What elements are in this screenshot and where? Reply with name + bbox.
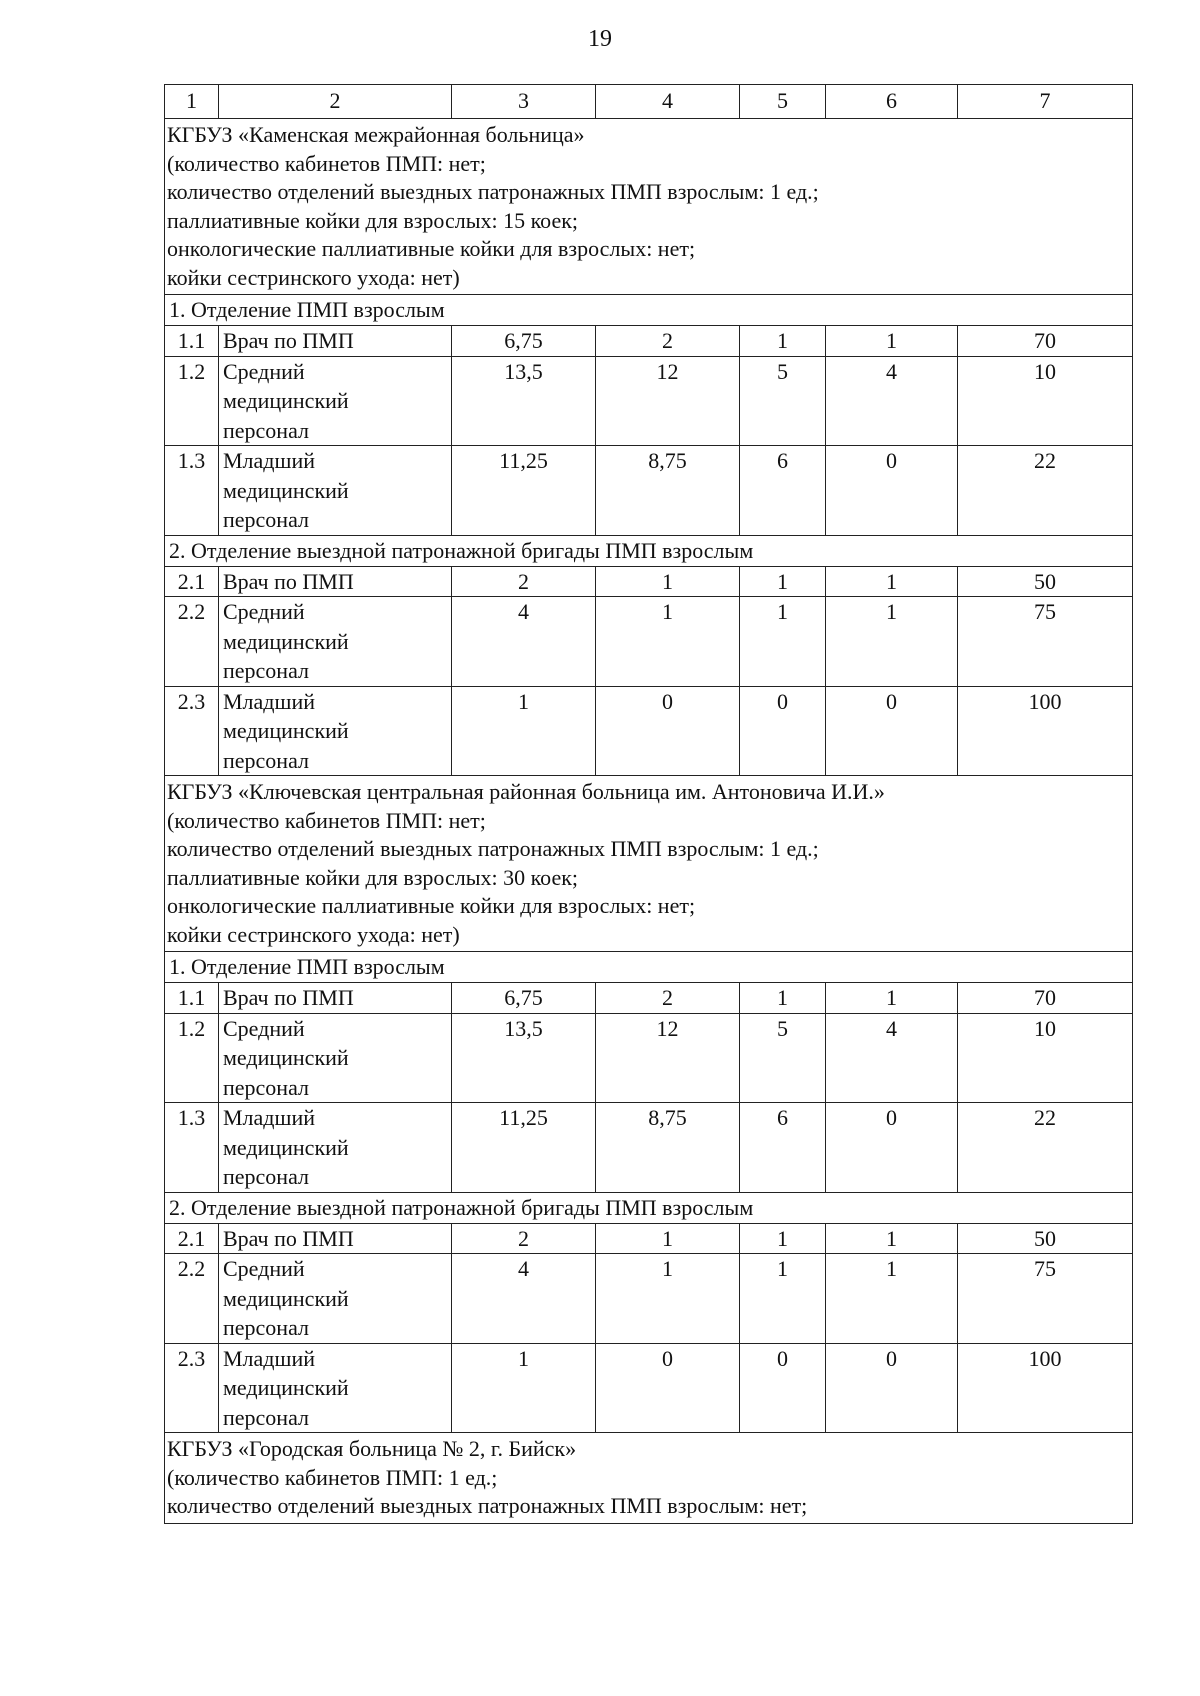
- position-line: Средний: [223, 1015, 305, 1041]
- value-cell-c7: 70: [958, 326, 1133, 357]
- table-row: [165, 1343, 1133, 1433]
- table-row: [165, 1254, 1133, 1344]
- institution-detail-line: количество отделений выездных патронажных ПМП взрослым: 1 ед.;: [167, 836, 819, 861]
- value-cell-c4: 2: [596, 326, 740, 357]
- value-cell-c3: 11,25: [452, 446, 596, 536]
- institution-row: [165, 119, 1133, 295]
- value-cell-c3: 1: [452, 686, 596, 776]
- position-line: Младший: [223, 688, 315, 714]
- position-line: Врач по ПМП: [223, 328, 354, 353]
- value-cell-c3: 1: [452, 1343, 596, 1433]
- table-row: [165, 983, 1133, 1014]
- institution-detail-line: (количество кабинетов ПМП: нет;: [167, 150, 486, 176]
- position-cell: [219, 1254, 452, 1344]
- value-cell-c6: 1: [826, 597, 958, 687]
- position-line: Младший: [223, 1345, 315, 1371]
- value-cell-c7: 75: [958, 1254, 1133, 1344]
- position-line: медицинский: [223, 1285, 349, 1311]
- value-cell-c5: 0: [740, 1343, 826, 1433]
- value-cell-c5: 1: [740, 1254, 826, 1344]
- value-cell-c5: 0: [740, 686, 826, 776]
- institution-detail-line: койки сестринского ухода: нет): [167, 921, 460, 947]
- value-cell-c4: 2: [596, 983, 740, 1014]
- value-cell-c6: 1: [826, 983, 958, 1014]
- value-cell-c7: 22: [958, 1103, 1133, 1193]
- institution-row: [165, 1433, 1133, 1524]
- value-cell-c3: 4: [452, 1254, 596, 1344]
- position-line: персонал: [223, 1074, 310, 1100]
- institution-detail-line: койки сестринского ухода: нет): [167, 264, 460, 290]
- row-number: 2.1: [165, 566, 219, 597]
- position-cell: [219, 686, 452, 776]
- position-line: персонал: [223, 1315, 310, 1340]
- institution-name: КГБУЗ «Каменская межрайонная больница»: [167, 122, 585, 147]
- value-cell-c7: 10: [958, 1013, 1133, 1103]
- position-cell: [219, 356, 452, 446]
- institution-info: [165, 119, 1133, 295]
- value-cell-c5: 1: [740, 597, 826, 687]
- section-row: [165, 952, 1133, 983]
- table-row: [165, 597, 1133, 687]
- value-cell-c6: 4: [826, 356, 958, 446]
- position-cell: [219, 326, 452, 357]
- value-cell-c6: 0: [826, 446, 958, 536]
- position-line: медицинский: [223, 718, 349, 743]
- position-line: Средний: [223, 599, 305, 624]
- value-cell-c7: 22: [958, 446, 1133, 536]
- position-cell: [219, 1223, 452, 1254]
- position-line: Средний: [223, 1256, 305, 1281]
- table-row: [165, 1013, 1133, 1103]
- position-line: медицинский: [223, 628, 349, 654]
- column-number: 7: [958, 85, 1133, 119]
- position-line: Средний: [223, 358, 305, 384]
- section-row: [165, 535, 1133, 566]
- position-line: Врач по ПМП: [223, 985, 354, 1010]
- position-line: медицинский: [223, 1375, 349, 1400]
- value-cell-c5: 5: [740, 356, 826, 446]
- section-title: 1. Отделение ПМП взрослым: [165, 295, 1133, 326]
- staffing-table: [164, 84, 1133, 1524]
- position-cell: [219, 597, 452, 687]
- value-cell-c7: 50: [958, 566, 1133, 597]
- value-cell-c4: 0: [596, 686, 740, 776]
- value-cell-c5: 6: [740, 446, 826, 536]
- position-cell: [219, 566, 452, 597]
- column-number: 3: [452, 85, 596, 119]
- section-row: [165, 1192, 1133, 1223]
- table-row: [165, 326, 1133, 357]
- table-row: [165, 686, 1133, 776]
- value-cell-c4: 12: [596, 1013, 740, 1103]
- position-cell: [219, 983, 452, 1014]
- value-cell-c4: 8,75: [596, 446, 740, 536]
- value-cell-c4: 0: [596, 1343, 740, 1433]
- section-title: 1. Отделение ПМП взрослым: [165, 952, 1133, 983]
- position-line: персонал: [223, 417, 310, 443]
- value-cell-c4: 1: [596, 1254, 740, 1344]
- table-row: [165, 1223, 1133, 1254]
- value-cell-c7: 50: [958, 1223, 1133, 1254]
- section-row: [165, 295, 1133, 326]
- value-cell-c3: 13,5: [452, 356, 596, 446]
- value-cell-c4: 8,75: [596, 1103, 740, 1193]
- row-number: 1.1: [165, 326, 219, 357]
- value-cell-c5: 1: [740, 1223, 826, 1254]
- position-line: медицинский: [223, 388, 349, 413]
- position-line: Врач по ПМП: [223, 568, 354, 594]
- column-number-row: [165, 85, 1133, 119]
- value-cell-c3: 4: [452, 597, 596, 687]
- row-number: 2.3: [165, 686, 219, 776]
- row-number: 2.2: [165, 597, 219, 687]
- value-cell-c3: 6,75: [452, 983, 596, 1014]
- table-row: [165, 1103, 1133, 1193]
- position-line: персонал: [223, 1404, 310, 1430]
- position-line: персонал: [223, 747, 310, 773]
- page-number: 19: [588, 26, 612, 52]
- table-row: [165, 446, 1133, 536]
- section-title: 2. Отделение выездной патронажной бригады ПМП взрослым: [165, 1192, 1133, 1223]
- value-cell-c4: 12: [596, 356, 740, 446]
- value-cell-c5: 1: [740, 983, 826, 1014]
- table-row: [165, 566, 1133, 597]
- position-cell: [219, 1343, 452, 1433]
- value-cell-c7: 70: [958, 983, 1133, 1014]
- value-cell-c4: 1: [596, 597, 740, 687]
- value-cell-c5: 5: [740, 1013, 826, 1103]
- row-number: 1.2: [165, 356, 219, 446]
- value-cell-c6: 1: [826, 566, 958, 597]
- value-cell-c6: 1: [826, 1223, 958, 1254]
- position-line: медицинский: [223, 1045, 349, 1070]
- institution-detail-line: (количество кабинетов ПМП: 1 ед.;: [167, 1464, 498, 1490]
- column-number: 2: [219, 85, 452, 119]
- institution-detail-line: количество отделений выездных патронажных ПМП взрослым: 1 ед.;: [167, 179, 819, 204]
- value-cell-c6: 0: [826, 1103, 958, 1193]
- table-row: [165, 356, 1133, 446]
- value-cell-c6: 1: [826, 1254, 958, 1344]
- value-cell-c5: 6: [740, 1103, 826, 1193]
- value-cell-c7: 75: [958, 597, 1133, 687]
- section-title: 2. Отделение выездной патронажной бригады ПМП взрослым: [165, 535, 1133, 566]
- institution-detail-line: онкологические паллиативные койки для взрослых: нет;: [167, 236, 696, 261]
- position-line: медицинский: [223, 1134, 349, 1160]
- institution-info: [165, 776, 1133, 952]
- row-number: 1.3: [165, 446, 219, 536]
- row-number: 1.3: [165, 1103, 219, 1193]
- position-cell: [219, 446, 452, 536]
- position-line: Младший: [223, 1105, 315, 1130]
- value-cell-c4: 1: [596, 566, 740, 597]
- value-cell-c3: 13,5: [452, 1013, 596, 1103]
- column-number: 5: [740, 85, 826, 119]
- position-line: Врач по ПМП: [223, 1225, 354, 1251]
- column-number: 4: [596, 85, 740, 119]
- value-cell-c6: 1: [826, 326, 958, 357]
- row-number: 1.2: [165, 1013, 219, 1103]
- institution-detail-line: количество отделений выездных патронажных ПМП взрослым: нет;: [167, 1493, 808, 1518]
- position-line: медицинский: [223, 477, 349, 503]
- column-number: 1: [165, 85, 219, 119]
- column-number: 6: [826, 85, 958, 119]
- value-cell-c3: 2: [452, 1223, 596, 1254]
- institution-detail-line: (количество кабинетов ПМП: нет;: [167, 807, 486, 833]
- value-cell-c3: 11,25: [452, 1103, 596, 1193]
- institution-name: КГБУЗ «Городская больница № 2, г. Бийск»: [167, 1436, 577, 1461]
- institution-detail-line: паллиативные койки для взрослых: 15 коек;: [167, 207, 579, 233]
- value-cell-c3: 6,75: [452, 326, 596, 357]
- value-cell-c4: 1: [596, 1223, 740, 1254]
- value-cell-c7: 100: [958, 1343, 1133, 1433]
- row-number: 2.3: [165, 1343, 219, 1433]
- institution-row: [165, 776, 1133, 952]
- institution-detail-line: онкологические паллиативные койки для взрослых: нет;: [167, 893, 696, 918]
- row-number: 2.2: [165, 1254, 219, 1344]
- position-line: Младший: [223, 448, 315, 473]
- value-cell-c5: 1: [740, 326, 826, 357]
- position-cell: [219, 1103, 452, 1193]
- position-line: персонал: [223, 658, 310, 683]
- value-cell-c7: 100: [958, 686, 1133, 776]
- institution-name: КГБУЗ «Ключевская центральная районная больница им. Антоновича И.И.»: [167, 779, 885, 804]
- value-cell-c6: 0: [826, 686, 958, 776]
- row-number: 2.1: [165, 1223, 219, 1254]
- institution-detail-line: паллиативные койки для взрослых: 30 коек;: [167, 864, 579, 890]
- position-line: персонал: [223, 1164, 310, 1189]
- value-cell-c6: 0: [826, 1343, 958, 1433]
- value-cell-c6: 4: [826, 1013, 958, 1103]
- position-cell: [219, 1013, 452, 1103]
- row-number: 1.1: [165, 983, 219, 1014]
- institution-info: [165, 1433, 1133, 1524]
- value-cell-c7: 10: [958, 356, 1133, 446]
- table-body: [165, 85, 1133, 1524]
- position-line: персонал: [223, 507, 310, 532]
- value-cell-c5: 1: [740, 566, 826, 597]
- value-cell-c3: 2: [452, 566, 596, 597]
